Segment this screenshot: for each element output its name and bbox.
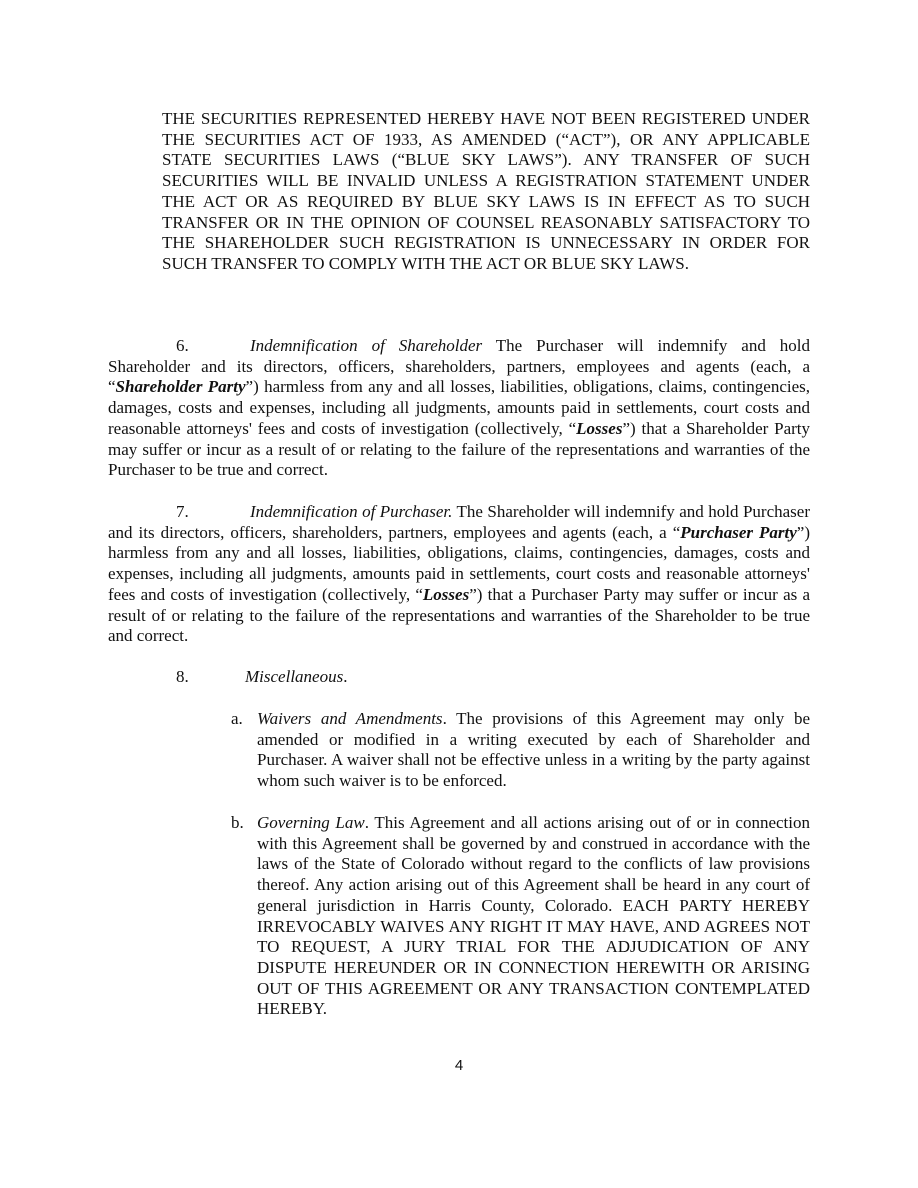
section-heading: Miscellaneous: [245, 667, 344, 686]
section-number: 7.: [176, 502, 189, 521]
section-text: ”) that a Shareholder Party may suffer or incur as a result of or relating to the failure of the representations and warranties of the Purchaser to be true and correct.: [108, 418, 810, 480]
section-8-miscellaneous: [176, 667, 347, 688]
defined-term: Purchaser Party: [680, 522, 797, 542]
section-6-indemnification-of-shareholder: [108, 336, 810, 481]
section-heading: Indemnification of Shareholder: [250, 336, 483, 355]
section-number: 8.: [176, 667, 189, 686]
section-text: ”) harmless from any and all losses, liabilities, obligations, claims, contingencies, damages, costs and expenses, including all judgments, amounts paid in settlements, court costs and reasonable attorneys' fees and costs of investigation (collectively, “: [108, 377, 810, 438]
section-number: 6.: [176, 336, 189, 355]
subsection-letter: a.: [231, 709, 243, 728]
subsection-heading: Waivers and Amendments: [257, 709, 443, 728]
subsection-text: . The provisions of this Agreement may only be amended or modified in a writing executed by each of Shareholder and Purchaser. A waiver shall not be effective unless in a writing by the party against whom such waiver is to be enforced.: [257, 709, 810, 791]
section-text: ”) that a Purchaser Party may suffer or incur as a result of or relating to the failure of the representations and warranties of the Shareholder to be true and correct.: [108, 584, 811, 646]
subsection-a-waivers-and-amendments: [231, 709, 810, 792]
subsection-b-governing-law: [231, 813, 810, 1020]
subsection-heading: Governing Law: [257, 813, 365, 832]
defined-term: Shareholder Party: [115, 377, 246, 397]
section-7-indemnification-of-purchaser: [108, 502, 810, 647]
defined-term: Losses: [576, 418, 623, 438]
section-heading: Indemnification of Purchaser.: [250, 502, 453, 521]
section-heading-period: .: [343, 667, 348, 686]
subsection-letter: b.: [231, 813, 244, 832]
defined-term: Losses: [422, 584, 470, 604]
section-text: The Shareholder will indemnify and hold Purchaser and its directors, officers, shareholders, partners, employees and agents (each, a “: [108, 502, 810, 542]
securities-legend: THE SECURITIES REPRESENTED HEREBY HAVE NOT BEEN REGISTERED UNDER THE SECURITIES ACT OF 1933, AS AMENDED (“ACT”), OR ANY APPLICABLE STATE SECURITIES LAWS (“BLUE SKY LAWS”). ANY TRANSFER OF SUCH SECURITIES WILL BE INVALID UNLESS A REGISTRATION STATEMENT UNDER THE ACT OR AS REQUIRED BY BLUE SKY LAWS IS IN EFFECT AS TO SUCH TRANSFER OR IN THE OPINION OF COUNSEL REASONABLY SATISFACTORY TO THE SHAREHOLDER SUCH REGISTRATION IS UNNECESSARY IN ORDER FOR SUCH TRANSFER TO COMPLY WITH THE ACT OR BLUE SKY LAWS.: [162, 109, 810, 273]
section-text: The Purchaser will indemnify and hold Shareholder and its directors, officers, shareholders, partners, employees and agents (each, a “: [108, 336, 810, 397]
page-number: 4: [454, 1057, 464, 1074]
section-text: ”) harmless from any and all losses, liabilities, obligations, claims, contingencies, damages, costs and expenses, including all judgments, amounts paid in settlements, court costs and reasonable attorneys' fees and costs of investigation (collectively, “: [108, 522, 810, 604]
subsection-text: . This Agreement and all actions arising out of or in connection with this Agreement shall be governed by and construed in accordance with the laws of the State of Colorado without regard to the conflicts of law provisions thereof. Any action arising out of this Agreement shall be heard in any court of general jurisdiction in Harris County, Colorado. EACH PARTY HEREBY IRREVOCABLY WAIVES ANY RIGHT IT MAY HAVE, AND AGREES NOT TO REQUEST, A JURY TRIAL FOR THE ADJUDICATION OF ANY DISPUTE HEREUNDER OR IN CONNECTION HEREWITH OR ARISING OUT OF THIS AGREEMENT OR ANY TRANSACTION CONTEMPLATED HEREBY.: [257, 813, 810, 1019]
